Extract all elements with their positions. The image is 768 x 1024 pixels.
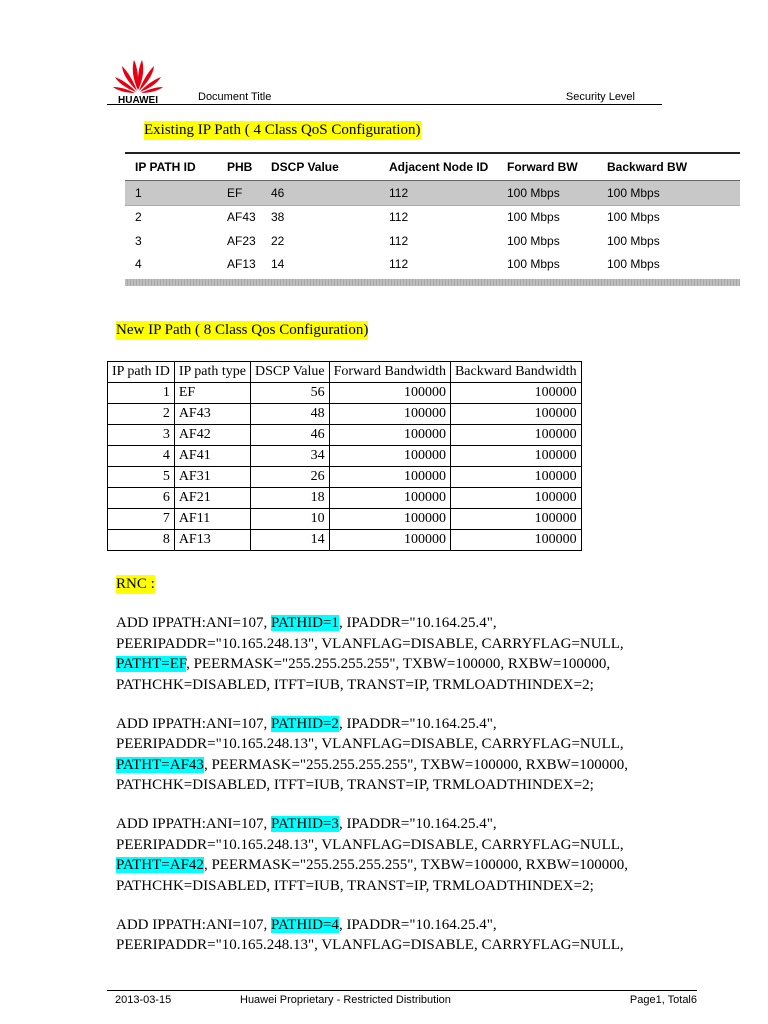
- command-line: [116, 714, 676, 735]
- table-cell: AF13: [174, 530, 250, 551]
- command-text: ADD IPPATH:ANI=107,: [116, 916, 272, 933]
- command-line: PEERIPADDR="10.165.248.13", VLANFLAG=DISABLE, CARRYFLAG=NULL,: [116, 836, 624, 853]
- table-row: [108, 467, 582, 488]
- table-row: [125, 180, 740, 206]
- table-cell: 100000: [450, 488, 581, 509]
- table-cell: 46: [271, 185, 285, 200]
- table-cell: 14: [271, 257, 285, 272]
- table-row: [108, 404, 582, 425]
- table-row: [108, 488, 582, 509]
- table-cell: 112: [389, 210, 409, 225]
- pathid-highlight: PATHID=4: [271, 916, 339, 933]
- table-header-row: [108, 362, 582, 383]
- table-cell: 5: [108, 467, 175, 488]
- table-cell: 100 Mbps: [507, 257, 560, 272]
- existing-ip-path-title: Existing IP Path ( 4 Class QoS Configuration): [144, 122, 421, 138]
- patht-highlight: PATHT=AF43: [116, 756, 204, 773]
- table-cell: AF43: [227, 210, 256, 225]
- column-header: Forward BW: [507, 160, 578, 174]
- table-header-row: [125, 154, 740, 180]
- command-block: [116, 714, 676, 796]
- pathid-highlight: PATHID=2: [271, 715, 339, 732]
- column-header: DSCP Value: [271, 160, 339, 174]
- column-header: IP PATH ID: [135, 160, 196, 174]
- command-line: [116, 915, 676, 936]
- column-header: Backward Bandwidth: [450, 362, 581, 383]
- table-cell: AF21: [174, 488, 250, 509]
- table-cell: 48: [250, 404, 329, 425]
- table-cell: AF42: [174, 425, 250, 446]
- table-cell: AF11: [174, 509, 250, 530]
- command-text: ADD IPPATH:ANI=107,: [116, 715, 272, 732]
- table-cell: 100000: [450, 383, 581, 404]
- patht-highlight: PATHT=EF: [116, 656, 187, 672]
- table-cell: 26: [250, 467, 329, 488]
- table-cell: 1: [135, 185, 142, 200]
- header-rule: [107, 104, 662, 105]
- pathid-highlight: PATHID=3: [271, 816, 339, 832]
- table-cell: EF: [174, 383, 250, 404]
- command-text: , IPADDR="10.164.25.4",: [338, 715, 497, 732]
- table-row: [125, 206, 740, 230]
- table-row: [125, 253, 740, 277]
- column-header: DSCP Value: [250, 362, 329, 383]
- svg-text:HUAWEI: HUAWEI: [118, 95, 158, 104]
- new-ip-path-table: [107, 361, 582, 551]
- table-cell: 100 Mbps: [607, 185, 660, 200]
- table-cell: 100000: [329, 404, 450, 425]
- table-cell: 100000: [329, 425, 450, 446]
- table-cell: 100000: [450, 530, 581, 551]
- huawei-logo: [107, 52, 169, 104]
- command-text: , PEERMASK="255.255.255.255", TXBW=100000, RXBW=100000,: [203, 857, 628, 873]
- page-header: [107, 52, 662, 106]
- table-cell: 100 Mbps: [507, 233, 560, 248]
- table-cell: AF43: [174, 404, 250, 425]
- table-cell: 100000: [329, 530, 450, 551]
- table-cell: 100000: [450, 509, 581, 530]
- command-text: ADD IPPATH:ANI=107,: [116, 615, 272, 631]
- table-cell: 4: [108, 446, 175, 467]
- table-row: [108, 509, 582, 530]
- table-cell: 100 Mbps: [607, 257, 660, 272]
- command-text: , IPADDR="10.164.25.4",: [338, 615, 497, 631]
- table-cell: 34: [250, 446, 329, 467]
- rnc-command-list: [116, 613, 676, 974]
- pathid-highlight: PATHID=1: [271, 615, 339, 631]
- table-cell: 2: [135, 210, 142, 225]
- table-cell: 3: [108, 425, 175, 446]
- command-text: , IPADDR="10.164.25.4",: [338, 816, 497, 832]
- command-line: PEERIPADDR="10.165.248.13", VLANFLAG=DISABLE, CARRYFLAG=NULL,: [116, 937, 624, 953]
- command-block: [116, 613, 676, 695]
- command-line: PATHCHK=DISABLED, ITFT=IUB, TRANST=IP, TRMLOADTHINDEX=2;: [116, 777, 594, 793]
- table-cell: 100000: [450, 467, 581, 488]
- command-line: PEERIPADDR="10.165.248.13", VLANFLAG=DISABLE, CARRYFLAG=NULL,: [116, 736, 624, 752]
- footer-proprietary: Huawei Proprietary - Restricted Distribution: [240, 994, 451, 1006]
- table-row: [108, 383, 582, 404]
- table-cell: 100000: [329, 383, 450, 404]
- command-line: [116, 613, 676, 634]
- table-cell: 100 Mbps: [507, 185, 560, 200]
- existing-ip-path-table: [125, 152, 740, 286]
- table-cell: EF: [227, 185, 243, 200]
- table-cell: 100 Mbps: [507, 210, 560, 225]
- table-cell: 22: [271, 233, 285, 248]
- table-cell: 100000: [450, 446, 581, 467]
- table-cell: 38: [271, 210, 285, 225]
- table-bottom-rule: [125, 279, 740, 286]
- footer-date: 2013-03-15: [115, 994, 172, 1006]
- command-line: PATHCHK=DISABLED, ITFT=IUB, TRANST=IP, TRMLOADTHINDEX=2;: [116, 877, 594, 894]
- command-block: [116, 814, 676, 896]
- table-cell: 100000: [329, 509, 450, 530]
- table-row: [125, 229, 740, 253]
- new-ip-path-title: New IP Path ( 8 Class Qos Configuration): [116, 322, 369, 338]
- table-cell: 56: [250, 383, 329, 404]
- table-row: [108, 446, 582, 467]
- table-cell: 4: [135, 257, 142, 272]
- table-cell: 112: [389, 257, 409, 272]
- document-title: Document Title: [198, 91, 272, 103]
- table-row: [108, 425, 582, 446]
- security-level: Security Level: [565, 91, 635, 103]
- column-header: IP path ID: [108, 362, 175, 383]
- column-header: Forward Bandwidth: [329, 362, 450, 383]
- patht-highlight: PATHT=AF42: [116, 857, 204, 873]
- table-cell: 14: [250, 530, 329, 551]
- column-header: Adjacent Node ID: [389, 160, 489, 174]
- table-cell: AF41: [174, 446, 250, 467]
- table-cell: 46: [250, 425, 329, 446]
- column-header: IP path type: [174, 362, 250, 383]
- command-line: [116, 814, 676, 835]
- table-cell: 100000: [329, 467, 450, 488]
- command-line: [116, 855, 676, 876]
- table-cell: 100000: [450, 404, 581, 425]
- table-cell: 100000: [450, 425, 581, 446]
- table-cell: 1: [108, 383, 175, 404]
- table-cell: 100 Mbps: [607, 210, 660, 225]
- rnc-label: RNC :: [116, 576, 155, 592]
- column-header: PHB: [227, 160, 253, 174]
- command-line: [116, 755, 676, 776]
- table-cell: 7: [108, 509, 175, 530]
- command-text: , IPADDR="10.164.25.4",: [338, 916, 497, 933]
- table-cell: AF13: [227, 257, 256, 272]
- command-block: [116, 915, 676, 956]
- table-cell: 112: [389, 233, 409, 248]
- command-text: ADD IPPATH:ANI=107,: [116, 816, 272, 832]
- column-header: Backward BW: [607, 160, 688, 174]
- table-cell: AF31: [174, 467, 250, 488]
- table-cell: 3: [135, 233, 142, 248]
- table-cell: 18: [250, 488, 329, 509]
- command-line: PEERIPADDR="10.165.248.13", VLANFLAG=DISABLE, CARRYFLAG=NULL,: [116, 635, 624, 652]
- table-cell: 8: [108, 530, 175, 551]
- table-cell: 100000: [329, 488, 450, 509]
- command-text: , PEERMASK="255.255.255.255", TXBW=100000, RXBW=100000,: [186, 656, 611, 672]
- table-cell: 100000: [329, 446, 450, 467]
- footer-page-number: Page1, Total6: [629, 994, 697, 1006]
- table-cell: 100 Mbps: [607, 233, 660, 248]
- command-line: [116, 654, 676, 675]
- table-cell: 10: [250, 509, 329, 530]
- command-text: , PEERMASK="255.255.255.255", TXBW=100000, RXBW=100000,: [203, 756, 628, 773]
- table-cell: 6: [108, 488, 175, 509]
- table-cell: AF23: [227, 233, 256, 248]
- table-cell: 112: [389, 185, 409, 200]
- command-line: PATHCHK=DISABLED, ITFT=IUB, TRANST=IP, TRMLOADTHINDEX=2;: [116, 676, 594, 693]
- page-footer: [107, 990, 697, 1006]
- table-cell: 2: [108, 404, 175, 425]
- table-row: [108, 530, 582, 551]
